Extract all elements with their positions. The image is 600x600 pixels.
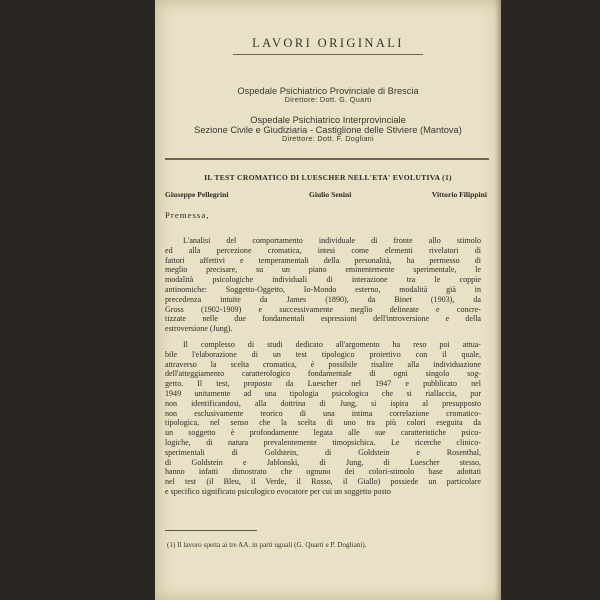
text-line: meglio precisare, su un piano eminentemente sperimentale, le: [165, 265, 481, 275]
text-line: estroversione (Jung).: [165, 324, 233, 334]
text-line: nel test (il Bleu, il Verde, il Rosso, il Giallo) possiede un particolare: [165, 477, 481, 487]
author-2: Giulio Senini: [308, 190, 352, 199]
text-line: un soggetto è profondamente legata alle sue caratteristiche psico-: [165, 428, 481, 438]
text-line: non identificandosi, alla dottrina di Jung, si ispira al presupposto: [165, 398, 481, 408]
text-line: hanno infatti dimostrato che ognuno dei colori-stimolo base adottati: [165, 467, 481, 477]
article-title: IL TEST CROMATICO DI LUESCHER NELL'ETA' EVOLUTIVA (1): [204, 173, 452, 182]
paragraph-1: [165, 236, 481, 334]
text-line: dell'atteggiamento caratterologico fondamentale di ogni singolo sog-: [165, 369, 481, 379]
section-heading: Premessa,: [165, 210, 210, 220]
document-page: [155, 0, 501, 600]
footnote: (1) Il lavoro spetta ai tre AA. in parti uguali (G. Quarti e P. Dogliani).: [167, 541, 367, 549]
author-1: Giuseppe Pellegrini: [165, 190, 229, 199]
institution-2-line2: Sezione Civile e Giudiziaria - Castiglione delle Stiviere (Mantova): [194, 125, 462, 135]
text-line: getto. Il test, proposto da Luescher nel 1947 e pubblicato nel: [165, 379, 481, 389]
text-line: modalità psicologiche individuali di interazione tra le coppie: [165, 275, 481, 285]
author-3: Vittorio Filippini: [431, 190, 487, 199]
text-line: attraverso la scelta cromatica, è possibile risalire alla individuazione: [165, 359, 481, 369]
text-line: di Goldstein e Jablonski, di Jung, di Luescher stesso,: [165, 457, 481, 467]
institution-1-name: Ospedale Psichiatrico Provinciale di Brescia: [237, 86, 419, 96]
text-line: Gross (1902-1909) e successivamente meglio delineate e concre-: [165, 304, 481, 314]
text-line: ed alla percezione cromatica, intesi come elementi rivelatori di: [165, 245, 481, 255]
text-line: Il complesso di studi dedicato all'argomento ha reso poi attua-: [183, 340, 481, 349]
text-line: fattori affettivi e temperamentali della personalità, ha permesso di: [165, 255, 481, 265]
section-header: LAVORI ORIGINALI: [252, 36, 404, 50]
paragraph-2: [165, 340, 481, 497]
text-line: precedenza intuite da James (1890), da Binet (1903), da: [165, 294, 481, 304]
text-line: non esclusivamente teorico di una intima correlazione cromatico-: [165, 408, 481, 418]
authors-row: [165, 190, 487, 199]
text-line: antinomiche: Soggetto-Oggetto, Io-Mondo esterno, modalità già in: [165, 284, 481, 294]
institution-1-director: Direttore: Dott. G. Quarti: [284, 95, 372, 104]
text-line: L'analisi del comportamento individuale di fronte allo stimolo: [183, 236, 481, 245]
text-line: tizzate nelle due fondamentali espressioni dell'introversione e della: [165, 314, 481, 324]
footnote-rule: [165, 530, 257, 531]
text-line: bile l'elaborazione di un test tipologico proiettivo con il quale,: [165, 349, 481, 359]
title-rule: [165, 158, 489, 160]
text-line: logiche, di natura prevalentemente timopsichica. Le ricerche clinico-: [165, 437, 481, 447]
institution-2: [155, 115, 501, 143]
institution-1: [155, 86, 501, 104]
text-line: 1949 unitamente ad una tipologia psicologica che si riallaccia, pur: [165, 388, 481, 398]
text-line: tipologica, nel senso che la scelta di uno tra più colori eseguita da: [165, 418, 481, 428]
institution-2-line1: Ospedale Psichiatrico Interprovinciale: [250, 115, 406, 125]
institution-2-director: Direttore: Dott. F. Dogliani: [282, 134, 374, 143]
text-line: e specifico significato psicologico evocatore per cui un soggetto posto: [165, 486, 391, 496]
text-line: sperimentali di Goldstein, di Goldstein e Rosenthal,: [165, 447, 481, 457]
header-rule: [233, 54, 423, 55]
